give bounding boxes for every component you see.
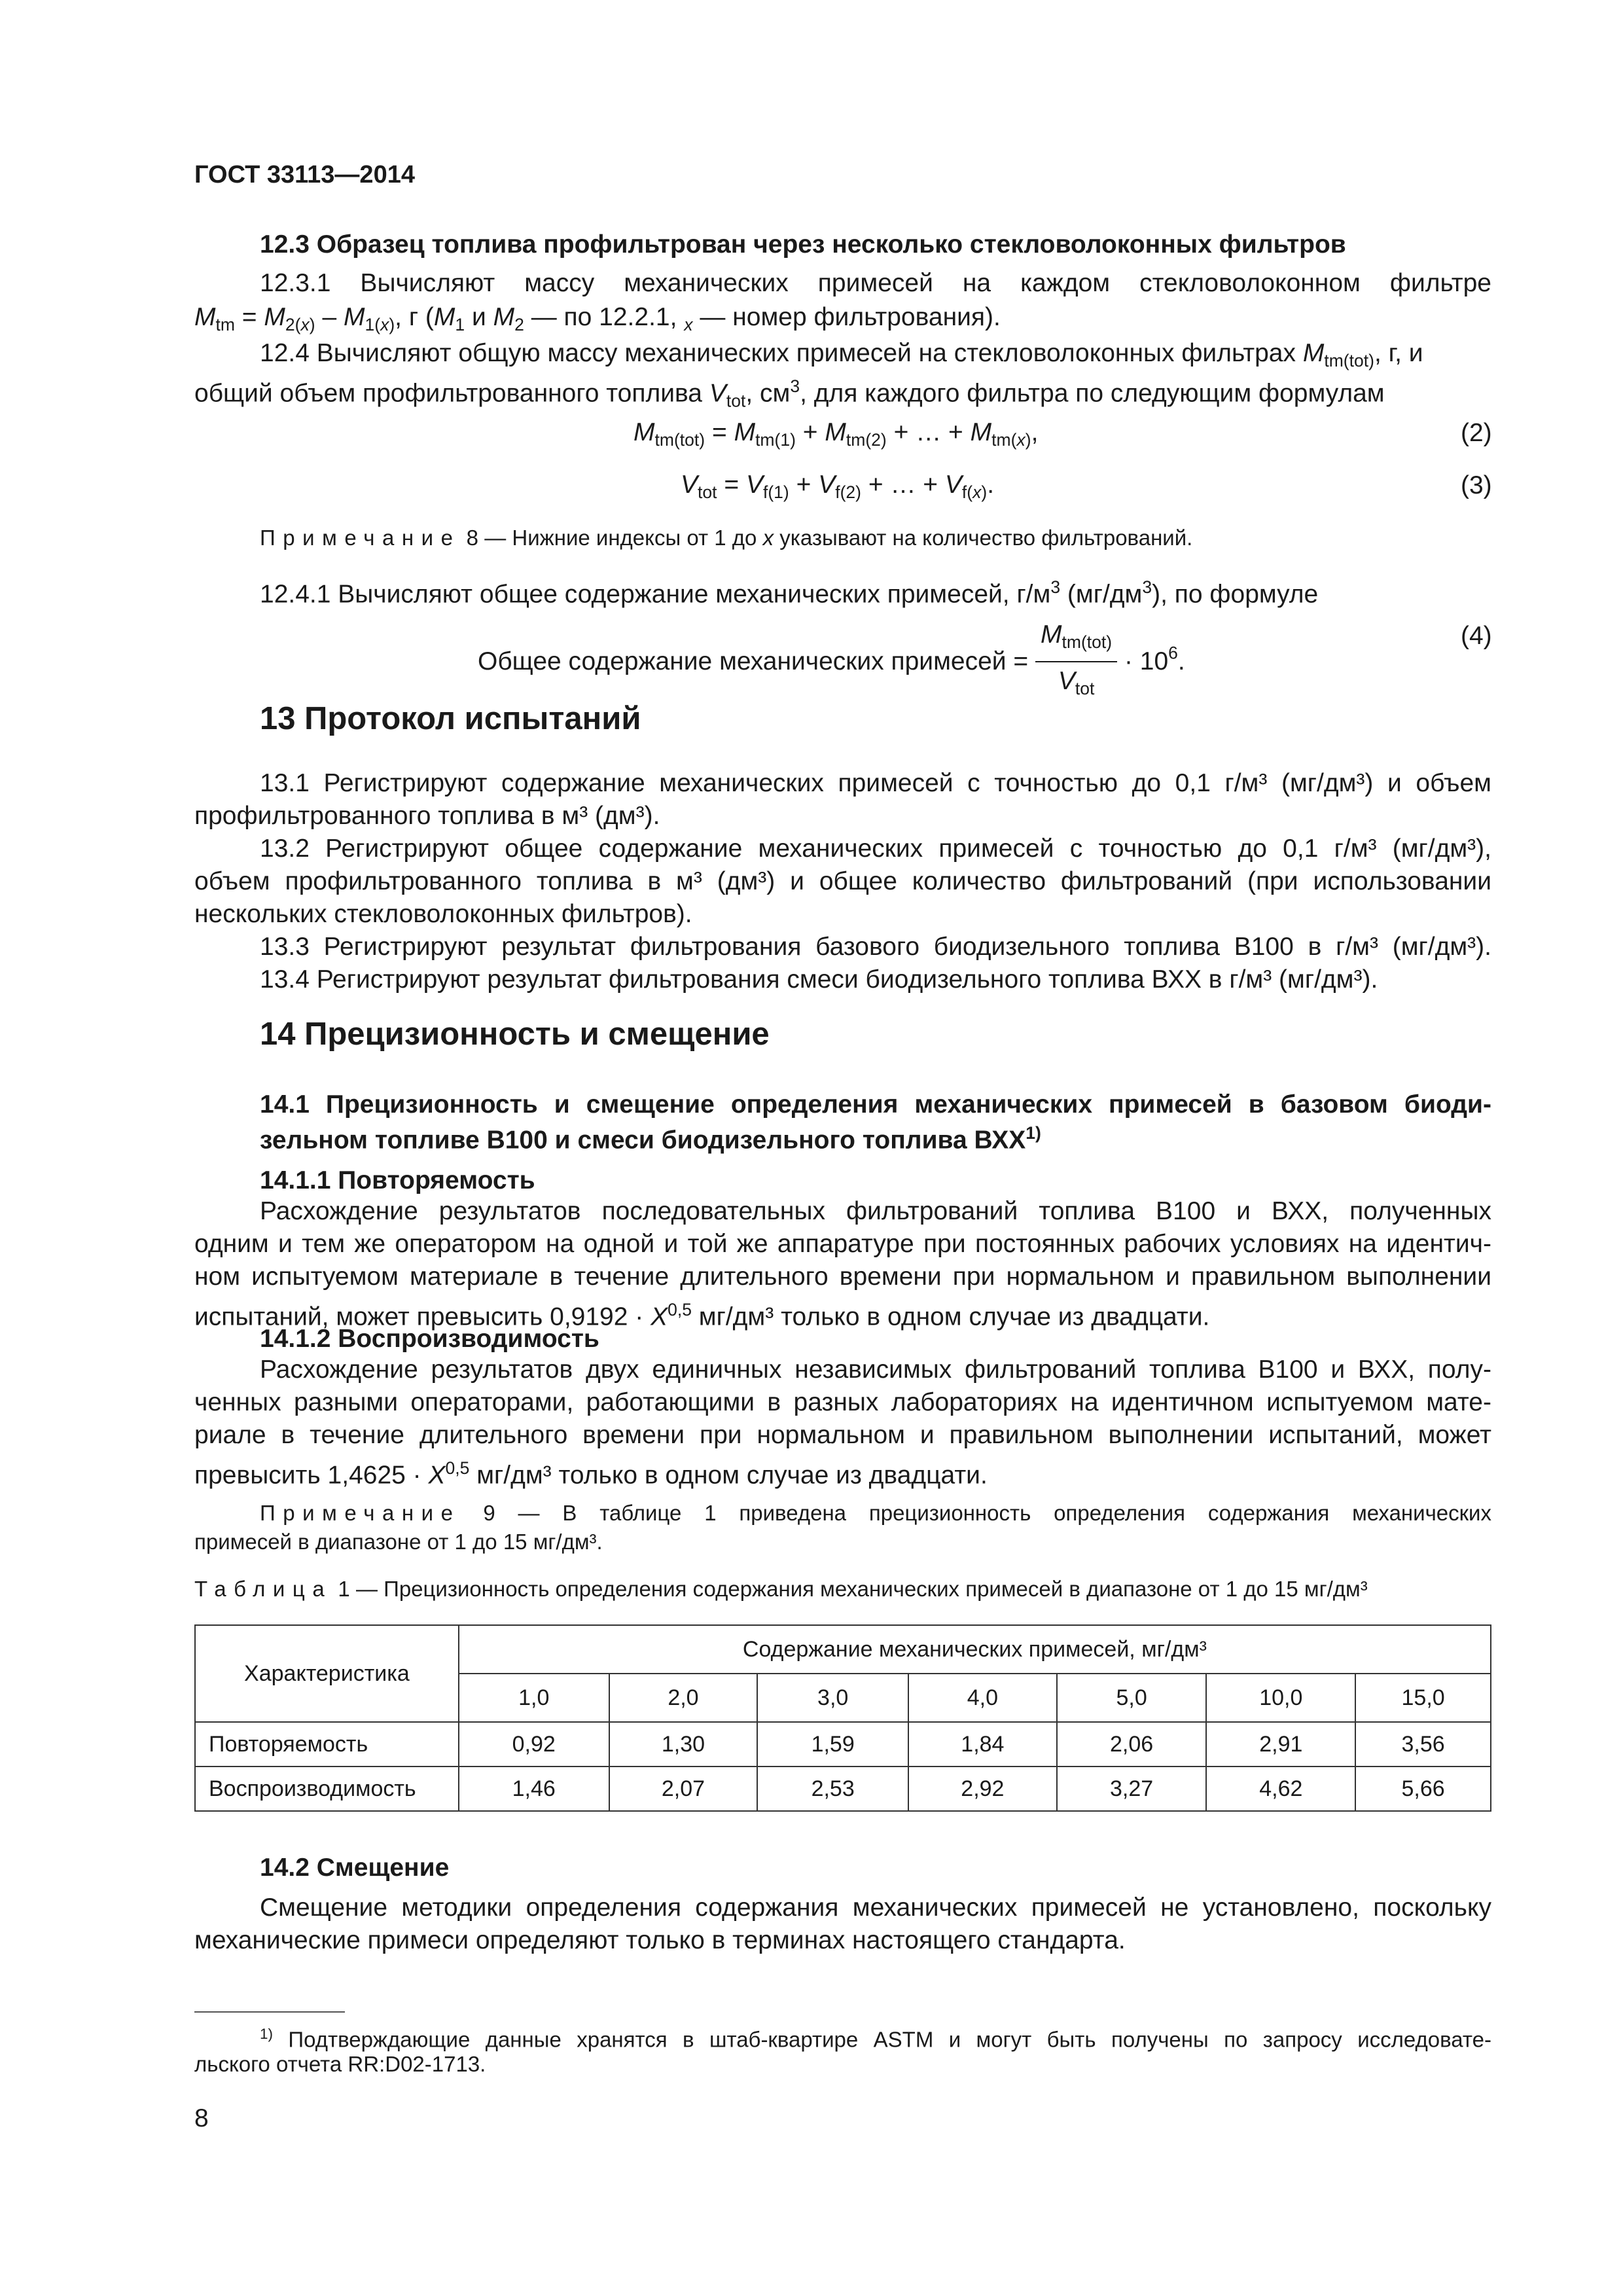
note-8: Примечание 8 — Нижние индексы от 1 до x указывают на количество фильтрований. — [260, 526, 1193, 550]
table-cell: 3,27 — [1057, 1767, 1207, 1811]
section-14-1-1-line2: одним и тем же оператором на одной и той же аппаратуре при постоянных рабочих условиях на идентич- — [194, 1230, 1491, 1258]
section-14-1-1-line4: испытаний, может превысить 0,9192 · X$^{0,5}$ мг/дм³ только в одном случае из двадцати. — [194, 1300, 1210, 1331]
equation-2-number: (2) — [1461, 419, 1492, 447]
section-14-1-2-line2: ченных разными операторами, работающими в разных лабораториях на идентичном испытуемом мате- — [194, 1388, 1491, 1416]
footnote-line2: льского отчета RR:D02-1713. — [194, 2052, 486, 2076]
table-column-header: 15,0 — [1355, 1674, 1491, 1722]
section-13-2-line1: 13.2 Регистрируют общее содержание механических примесей с точностью до 0,1 г/м³ (мг/дм³), — [260, 834, 1491, 863]
table-cell: 1,59 — [757, 1722, 908, 1767]
section-13-2-line3: нескольких стекловолоконных фильтров). — [194, 900, 692, 928]
note-9-line1: Примечание 9 — В таблице 1 приведена прецизионность определения содержания механических — [260, 1501, 1491, 1525]
section-14-1-title-line2: зельном топливе В100 и смеси биодизельного топлива ВХХ$^{1)}$ — [260, 1123, 1041, 1155]
section-12-4-line2: общий объем профильтрованного топлива $V_{tot}$, $см^3$, для каждого фильтра по следующим формулам — [194, 376, 1385, 411]
section-13-title: 13 Протокол испытаний — [260, 701, 641, 736]
table-cell: 4,62 — [1206, 1767, 1355, 1811]
precision-table — [194, 1624, 1491, 1812]
table-cell: 0,92 — [459, 1722, 609, 1767]
section-14-1-1-line3: ном испытуемом материале в течение длительного времени при нормальном и правильном выполнении — [194, 1263, 1491, 1291]
table-cell: 2,07 — [609, 1767, 758, 1811]
table-column-header: 3,0 — [757, 1674, 908, 1722]
document-id: ГОСТ 33113—2014 — [194, 161, 415, 188]
table-row — [195, 1722, 1491, 1767]
table-column-header: 5,0 — [1057, 1674, 1207, 1722]
section-12-4-line1: 12.4 Вычисляют общую массу механических примесей на стекловолоконных фильтрах $M_{tm(tot)}$, г, и — [260, 339, 1423, 370]
section-13-2-line2: объем профильтрованного топлива в м³ (дм³) и общее количество фильтрований (при использовании — [194, 867, 1491, 895]
footnote-line1: $^{1)}$ Подтверждающие данные хранятся в штаб-квартире ASTM и могут быть получены по запросу исследовате- — [260, 2026, 1491, 2052]
equation-3: $V_{tot} = V_{f(1)} + V_{f(2)}$ + … + $V_{f(x)}$. — [681, 471, 995, 502]
section-14-1-2-line3: риале в течение длительного времени при нормальном и правильном выполнении испытаний, может — [194, 1421, 1491, 1449]
section-14-2-line1: Смещение методики определения содержания механических примесей не установлено, поскольку — [260, 1893, 1491, 1922]
table-column-header: 2,0 — [609, 1674, 758, 1722]
section-13-1-line1: 13.1 Регистрируют содержание механических примесей с точностью до 0,1 г/м³ (мг/дм³) и объем — [260, 769, 1491, 797]
section-14-1-2-title: 14.1.2 Воспроизводимость — [260, 1325, 599, 1353]
table-column-header: 4,0 — [908, 1674, 1057, 1722]
table-row — [195, 1767, 1491, 1811]
table-header-content-group: Содержание механических примесей, мг/дм³ — [459, 1625, 1491, 1674]
footnote-divider — [194, 2011, 345, 2013]
equation-2: $M_{tm(tot)} = M_{tm(1)} + M_{tm(2)}$ + … + $M_{tm(x)}$, — [633, 418, 1039, 450]
section-14-title: 14 Прецизионность и смещение — [260, 1016, 770, 1052]
section-12-4-1: 12.4.1 Вычисляют общее содержание механических примесей, $г/м^3$ $(мг/дм^3)$, по формуле — [260, 577, 1319, 609]
section-12-3-1-line2: $M_{tm} = M_{2(x)} - M_{1(x)}$, г ($M_1$ и $M_2$ — по 12.2.1, $_x$ — номер фильтрования). — [194, 303, 1001, 334]
section-13-3: 13.3 Регистрируют результат фильтрования базового биодизельного топлива В100 в г/м³ (мг/дм³). — [260, 933, 1491, 961]
table-column-header: 1,0 — [459, 1674, 609, 1722]
table-cell: 1,30 — [609, 1722, 758, 1767]
table-cell: 2,92 — [908, 1767, 1057, 1811]
table-cell: 2,06 — [1057, 1722, 1207, 1767]
note-9-line2: примесей в диапазоне от 1 до 15 мг/дм³. — [194, 1530, 603, 1554]
equation-4: Общее содержание механических примесей = $\frac{M_{tm(tot)}}{V_{tot}}$ · $10^6$. — [478, 619, 1185, 705]
equation-4-number: (4) — [1461, 622, 1492, 650]
section-14-1-1-line1: Расхождение результатов последовательных фильтрований топлива В100 и ВХХ, полученных — [260, 1197, 1491, 1225]
table-1-caption: Таблица 1 — Прецизионность определения содержания механических примесей в диапазоне от 1 до 15 мг/дм³ — [194, 1577, 1368, 1601]
table-cell: 1,84 — [908, 1722, 1057, 1767]
page-number: 8 — [194, 2104, 209, 2132]
section-14-2-title: 14.2 Смещение — [260, 1854, 450, 1882]
table-cell: 2,91 — [1206, 1722, 1355, 1767]
table-cell: 3,56 — [1355, 1722, 1491, 1767]
section-14-2-line2: механические примеси определяют только в терминах настоящего стандарта. — [194, 1926, 1126, 1954]
section-14-1-1-title: 14.1.1 Повторяемость — [260, 1166, 535, 1194]
table-cell: 1,46 — [459, 1767, 609, 1811]
table-header-characteristic: Характеристика — [195, 1625, 459, 1722]
section-13-1-line2: профильтрованного топлива в м³ (дм³). — [194, 802, 660, 830]
section-14-1-title-line1: 14.1 Прецизионность и смещение определения механических примесей в базовом биоди- — [260, 1090, 1491, 1119]
section-12-3-1-line1: 12.3.1 Вычисляют массу механических примесей на каждом стекловолоконном фильтре — [260, 269, 1491, 297]
section-14-1-2-line1: Расхождение результатов двух единичных независимых фильтрований топлива В100 и ВХХ, полу- — [260, 1355, 1491, 1384]
table-row-label: Воспроизводимость — [195, 1767, 459, 1811]
table-column-header: 10,0 — [1206, 1674, 1355, 1722]
section-13-4: 13.4 Регистрируют результат фильтрования смеси биодизельного топлива ВХХ в г/м³ (мг/дм³). — [260, 965, 1378, 994]
equation-3-number: (3) — [1461, 471, 1492, 499]
table-cell: 2,53 — [757, 1767, 908, 1811]
section-12-3-title: 12.3 Образец топлива профильтрован через несколько стекловолоконных фильтров — [260, 230, 1346, 259]
section-14-1-2-line4: превысить 1,4625 · X$^{0,5}$ мг/дм³ только в одном случае из двадцати. — [194, 1458, 988, 1490]
table-cell: 5,66 — [1355, 1767, 1491, 1811]
table-row-label: Повторяемость — [195, 1722, 459, 1767]
